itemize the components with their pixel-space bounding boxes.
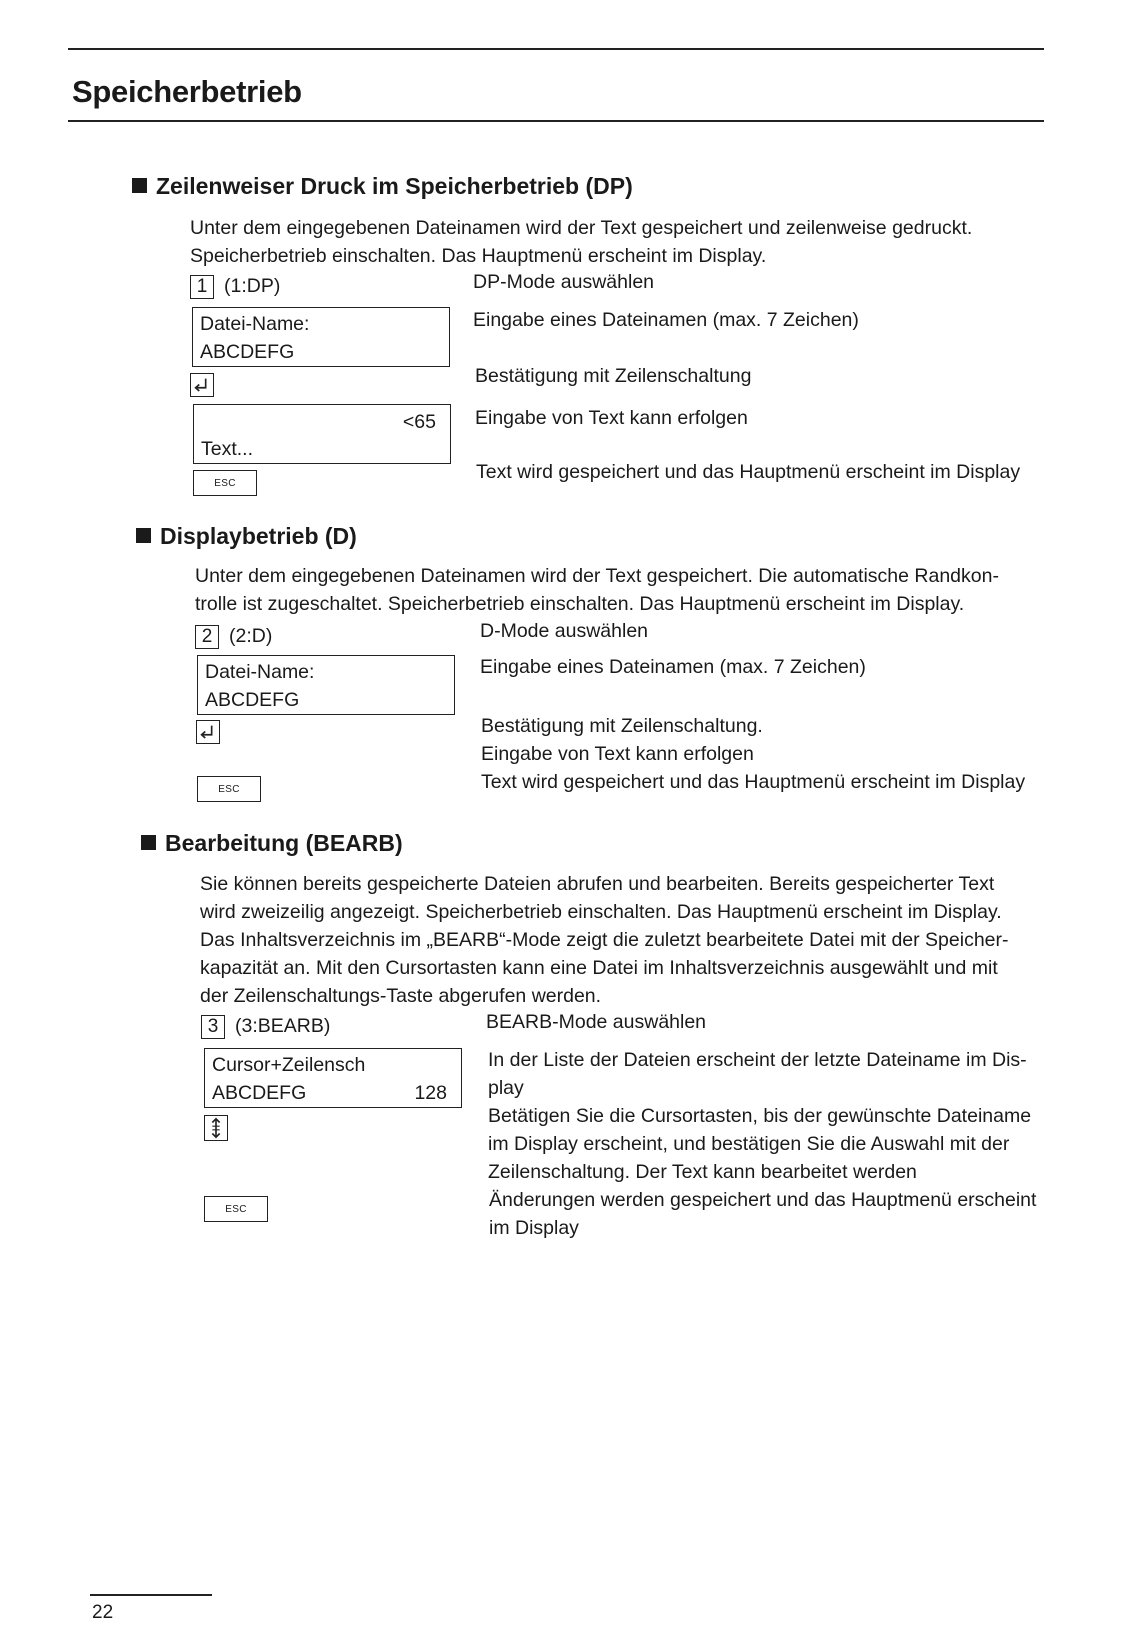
- key-label: ESC: [218, 783, 240, 795]
- step-description: In der Liste der Dateien erscheint der letzte Dateiname im Dis-: [488, 1049, 1027, 1071]
- lcd-display: [204, 1048, 462, 1108]
- section-heading-bearb: [141, 830, 403, 857]
- section-intro-line: Das Inhaltsverzeichnis im „BEARB“-Mode zeigt die zuletzt bearbeitete Datei mit der Speicher-: [200, 929, 1009, 951]
- lcd-line-2: Text...: [201, 438, 254, 460]
- step-description: play: [488, 1077, 524, 1099]
- key-label: 2: [201, 626, 213, 647]
- section-intro-line: trolle ist zugeschaltet. Speicherbetrieb einschalten. Das Hauptmenü erscheint im Display.: [195, 593, 965, 615]
- lcd-line-2: ABCDEFG: [205, 689, 300, 711]
- step-description: Zeilenschaltung. Der Text kann bearbeitet werden: [488, 1161, 917, 1183]
- step-description: DP-Mode auswählen: [473, 271, 655, 293]
- lcd-value: 128: [414, 1082, 447, 1104]
- page-number: 22: [92, 1602, 114, 1623]
- lcd-display: [193, 404, 451, 464]
- page-title: Speicherbetrieb: [72, 74, 302, 109]
- step-description: Betätigen Sie die Cursortasten, bis der gewünschte Dateiname: [488, 1105, 1032, 1127]
- lcd-line-2: ABCDEFG: [212, 1082, 307, 1104]
- step-description: Bestätigung mit Zeilenschaltung: [475, 365, 752, 387]
- section-intro-line: kapazität an. Mit den Cursortasten kann eine Datei im Inhaltsverzeichnis ausgewählt und mit: [200, 957, 998, 979]
- step-description: Eingabe von Text kann erfolgen: [481, 743, 754, 765]
- bullet-square-icon: [141, 835, 156, 850]
- title-underline: [68, 120, 1044, 122]
- step-description: D-Mode auswählen: [480, 620, 649, 642]
- lcd-counter: <65: [402, 411, 436, 433]
- esc-key: [204, 1196, 268, 1222]
- lcd-display: [192, 307, 450, 367]
- esc-key: [193, 470, 257, 496]
- key-label: ESC: [214, 477, 236, 489]
- key-label: 3: [207, 1016, 219, 1037]
- step-description: Bestätigung mit Zeilenschaltung.: [481, 715, 763, 737]
- lcd-line-1: Cursor+Zeilensch: [212, 1054, 366, 1076]
- bullet-square-icon: [132, 178, 147, 193]
- section-heading-d: [136, 523, 357, 550]
- key-1: [190, 275, 214, 299]
- lcd-line-2: ABCDEFG: [200, 341, 295, 363]
- step-description: im Display erscheint, und bestätigen Sie die Auswahl mit der: [488, 1133, 1010, 1155]
- step-description: Eingabe eines Dateinamen (max. 7 Zeichen): [473, 309, 859, 331]
- step-description: BEARB-Mode auswählen: [486, 1011, 707, 1033]
- footer-rule: [90, 1594, 212, 1596]
- key-label: 1: [196, 276, 208, 297]
- step-description: Text wird gespeichert und das Hauptmenü erscheint im Display: [481, 771, 1026, 793]
- section-heading-dp: [132, 173, 633, 200]
- key-2: [195, 625, 219, 649]
- step-description: Änderungen werden gespeichert und das Hauptmenü erscheint: [489, 1189, 1037, 1211]
- section-heading-text: Zeilenweiser Druck im Speicherbetrieb (DP): [156, 173, 633, 199]
- section-heading-text: Bearbeitung (BEARB): [165, 830, 403, 856]
- step-description: Text wird gespeichert und das Hauptmenü erscheint im Display: [476, 461, 1021, 483]
- esc-key: [197, 776, 261, 802]
- lcd-line-1: Datei-Name:: [200, 313, 310, 335]
- mode-code: (3:BEARB): [235, 1015, 331, 1037]
- section-intro-line: Sie können bereits gespeicherte Dateien abrufen und bearbeiten. Bereits gespeicherter Text: [200, 873, 995, 895]
- section-heading-text: Displaybetrieb (D): [160, 523, 357, 549]
- step-description: im Display: [489, 1217, 579, 1239]
- step-description: Eingabe von Text kann erfolgen: [475, 407, 748, 429]
- cursor-keys-icon: [204, 1115, 228, 1141]
- key-3: [201, 1015, 225, 1039]
- section-intro-line: Unter dem eingegebenen Dateinamen wird der Text gespeichert und zeilenweise gedruckt.: [190, 217, 973, 239]
- lcd-display: [197, 655, 455, 715]
- section-intro-line: der Zeilenschaltungs-Taste abgerufen werden.: [200, 985, 602, 1007]
- lcd-line-1: Datei-Name:: [205, 661, 315, 683]
- enter-key-icon: [190, 373, 214, 397]
- key-label: ESC: [225, 1203, 247, 1215]
- section-intro-line: Unter dem eingegebenen Dateinamen wird der Text gespeichert. Die automatische Randkon-: [195, 565, 999, 587]
- top-rule: [68, 48, 1044, 50]
- enter-key-icon: [196, 720, 220, 744]
- section-intro-line: wird zweizeilig angezeigt. Speicherbetrieb einschalten. Das Hauptmenü erscheint im Display.: [200, 901, 1002, 923]
- section-intro-line: Speicherbetrieb einschalten. Das Hauptmenü erscheint im Display.: [190, 245, 767, 267]
- bullet-square-icon: [136, 528, 151, 543]
- mode-code: (1:DP): [224, 275, 281, 297]
- mode-code: (2:D): [229, 625, 273, 647]
- step-description: Eingabe eines Dateinamen (max. 7 Zeichen): [480, 656, 866, 678]
